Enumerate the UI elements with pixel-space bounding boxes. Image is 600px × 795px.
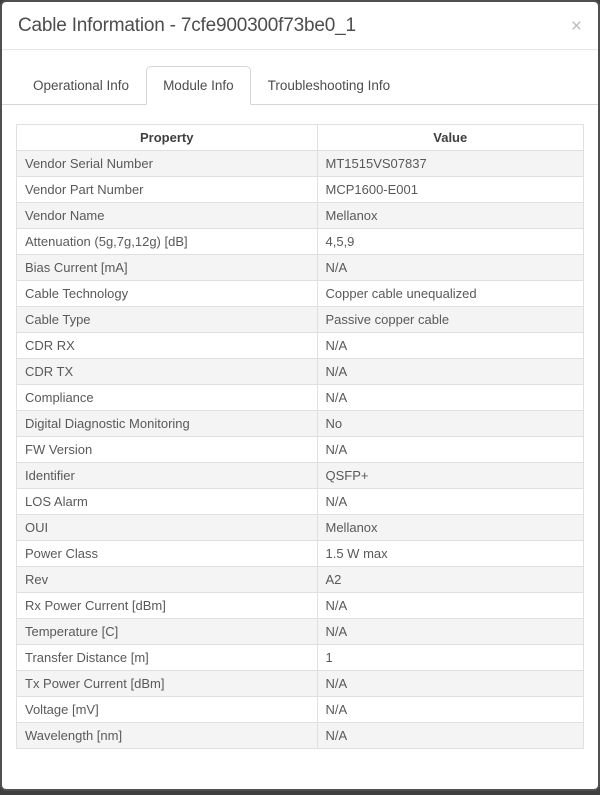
value-cell: N/A: [317, 697, 584, 723]
table-row: [17, 229, 584, 255]
property-cell: Tx Power Current [dBm]: [17, 671, 318, 697]
property-cell: Cable Type: [17, 307, 318, 333]
property-cell: CDR RX: [17, 333, 318, 359]
value-cell: N/A: [317, 255, 584, 281]
value-cell: A2: [317, 567, 584, 593]
table-row: [17, 411, 584, 437]
tab-label: Module Info: [163, 78, 234, 93]
property-cell: Voltage [mV]: [17, 697, 318, 723]
table-header-row: [17, 125, 584, 151]
value-cell: Mellanox: [317, 515, 584, 541]
property-cell: Identifier: [17, 463, 318, 489]
property-cell: CDR TX: [17, 359, 318, 385]
value-column-header: Value: [317, 125, 584, 151]
table-row: [17, 541, 584, 567]
tab-operational-info[interactable]: [16, 66, 146, 105]
value-cell: N/A: [317, 359, 584, 385]
table-row: [17, 203, 584, 229]
value-cell: QSFP+: [317, 463, 584, 489]
property-cell: Attenuation (5g,7g,12g) [dB]: [17, 229, 318, 255]
value-cell: No: [317, 411, 584, 437]
table-row: [17, 593, 584, 619]
value-cell: N/A: [317, 619, 584, 645]
property-cell: Rx Power Current [dBm]: [17, 593, 318, 619]
table-row: [17, 151, 584, 177]
property-cell: Bias Current [mA]: [17, 255, 318, 281]
value-cell: Passive copper cable: [317, 307, 584, 333]
value-cell: 1.5 W max: [317, 541, 584, 567]
table-row: [17, 723, 584, 749]
tab-label: Troubleshooting Info: [267, 78, 391, 93]
value-cell: MCP1600-E001: [317, 177, 584, 203]
dialog-header: [2, 2, 598, 50]
value-cell: N/A: [317, 333, 584, 359]
table-row: [17, 671, 584, 697]
value-cell: N/A: [317, 437, 584, 463]
tab-panel-module-info: [2, 105, 598, 749]
value-cell: 4,5,9: [317, 229, 584, 255]
value-cell: Mellanox: [317, 203, 584, 229]
table-row: [17, 515, 584, 541]
table-row: [17, 619, 584, 645]
value-cell: N/A: [317, 671, 584, 697]
property-cell: Rev: [17, 567, 318, 593]
property-cell: Digital Diagnostic Monitoring: [17, 411, 318, 437]
property-cell: FW Version: [17, 437, 318, 463]
tab-bar: [2, 66, 598, 105]
table-row: [17, 697, 584, 723]
value-cell: N/A: [317, 723, 584, 749]
dialog-title: Cable Information - 7cfe900300f73be0_1: [18, 15, 356, 36]
cable-info-table: [16, 124, 584, 749]
property-cell: Vendor Part Number: [17, 177, 318, 203]
property-cell: Vendor Serial Number: [17, 151, 318, 177]
value-cell: Copper cable unequalized: [317, 281, 584, 307]
table-row: [17, 177, 584, 203]
value-cell: N/A: [317, 489, 584, 515]
value-cell: MT1515VS07837: [317, 151, 584, 177]
tab-module-info[interactable]: [146, 66, 251, 105]
table-row: [17, 359, 584, 385]
value-cell: N/A: [317, 385, 584, 411]
close-button[interactable]: [571, 17, 582, 36]
table-row: [17, 333, 584, 359]
property-cell: Vendor Name: [17, 203, 318, 229]
table-row: [17, 281, 584, 307]
property-cell: Temperature [C]: [17, 619, 318, 645]
property-cell: Power Class: [17, 541, 318, 567]
table-row: [17, 385, 584, 411]
value-cell: 1: [317, 645, 584, 671]
table-row: [17, 463, 584, 489]
table-row: [17, 489, 584, 515]
property-cell: LOS Alarm: [17, 489, 318, 515]
value-cell: N/A: [317, 593, 584, 619]
tab-label: Operational Info: [33, 78, 130, 93]
tab-troubleshooting-info[interactable]: [251, 66, 408, 105]
property-cell: OUI: [17, 515, 318, 541]
table-row: [17, 567, 584, 593]
property-cell: Wavelength [nm]: [17, 723, 318, 749]
cable-info-table-body: [17, 151, 584, 749]
close-icon: ×: [570, 15, 582, 37]
table-row: [17, 645, 584, 671]
property-cell: Transfer Distance [m]: [17, 645, 318, 671]
property-column-header: Property: [17, 125, 318, 151]
property-cell: Cable Technology: [17, 281, 318, 307]
table-row: [17, 255, 584, 281]
table-row: [17, 437, 584, 463]
table-row: [17, 307, 584, 333]
property-cell: Compliance: [17, 385, 318, 411]
